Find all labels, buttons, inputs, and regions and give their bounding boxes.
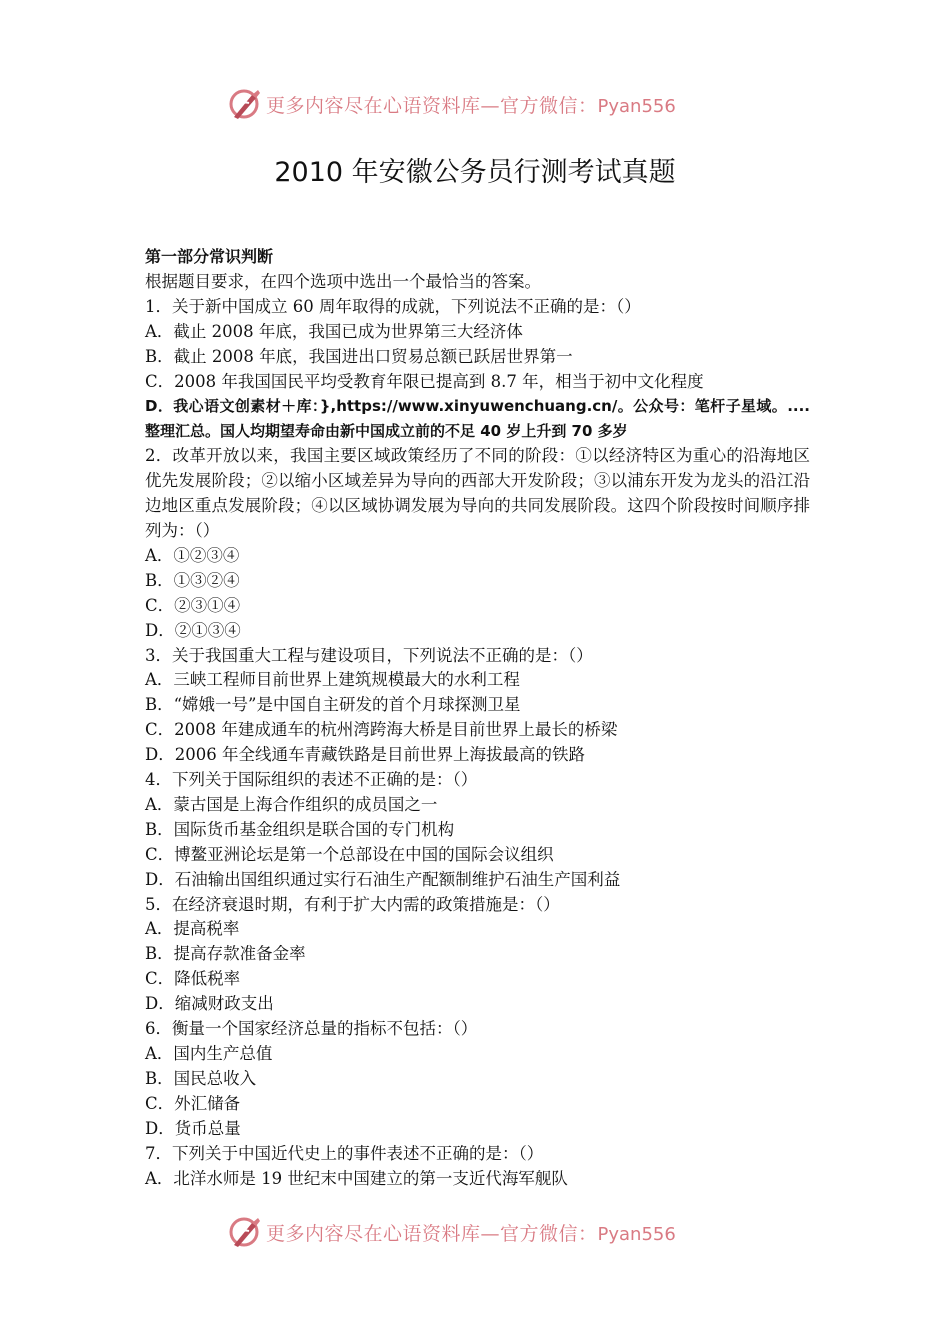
- footer-banner: [228, 1212, 728, 1252]
- question-3-option-a: A．三峡工程师目前世界上建筑规模最大的水利工程: [145, 670, 520, 690]
- pen-logo-icon: [228, 1215, 262, 1249]
- question-2-stem: 2．改革开放以来，我国主要区域政策经历了不同的阶段：①以经济特区为重心的沿海地区优先发展阶段；②以缩小区域差异为导向的西部大开发阶段；③以浦东开发为龙头的沿江沿边地区重点发展阶段；④以区域协调发展为导向的共同发展阶段。这四个阶段按时间顺序排列为：（）: [145, 446, 810, 540]
- question-5-option-b: B．提高存款准备金率: [145, 944, 306, 964]
- question-1-option-b: B．截止 2008 年底，我国进出口贸易总额已跃居世界第一: [145, 346, 573, 366]
- question-6-option-a: A．国内生产总值: [145, 1044, 273, 1063]
- question-3-stem: 3．关于我国重大工程与建设项目，下列说法不正确的是：（）: [145, 645, 593, 665]
- question-2-option-d: D．②①③④: [145, 620, 241, 640]
- question-4-option-d: D．石油输出国组织通过实行石油生产配额制维护石油生产国利益: [145, 869, 621, 889]
- question-6-option-c: C．外汇储备: [145, 1093, 241, 1113]
- question-1-stem: 1．关于新中国成立 60 周年取得的成就，下列说法不正确的是：（）: [145, 296, 641, 316]
- question-3-option-b: B．“嫦娥一号”是中国自主研发的首个月球探测卫星: [145, 695, 521, 715]
- question-2-option-a: A．①②③④: [145, 545, 240, 565]
- question-5-option-d: D．缩减财政支出: [145, 994, 274, 1014]
- section-heading: 第一部分常识判断: [145, 247, 274, 266]
- instruction-text: 根据题目要求，在四个选项中选出一个最恰当的答案。: [145, 271, 541, 291]
- pen-logo-icon: [228, 87, 262, 121]
- page-title: 2010 年安徽公务员行测考试真题: [274, 157, 676, 188]
- question-6-stem: 6．衡量一个国家经济总量的指标不包括：（）: [145, 1019, 478, 1039]
- question-7-stem: 7．下列关于中国近代史上的事件表述不正确的是：（）: [145, 1143, 544, 1163]
- question-3-option-c: C．2008 年建成通车的杭州湾跨海大桥是目前世界上最长的桥梁: [145, 720, 618, 740]
- question-1-option-c: C．2008 年我国国民平均受教育年限已提高到 8.7 年，相当于初中文化程度: [145, 371, 704, 391]
- question-6-option-d: D．货币总量: [145, 1118, 241, 1138]
- question-1-option-a: A．截止 2008 年底，我国已成为世界第三大经济体: [145, 321, 523, 341]
- question-5-option-c: C．降低税率: [145, 969, 241, 989]
- question-4-stem: 4．下列关于国际组织的表述不正确的是：（）: [145, 770, 478, 790]
- question-7-option-a: A．北洋水师是 19 世纪末中国建立的第一支近代海军舰队: [145, 1168, 568, 1188]
- question-6-option-b: B．国民总收入: [145, 1068, 257, 1088]
- question-1-option-d: D．我心语文创素材＋库：},https://www.xinyuwenchuang.cn/。公众号：笔杆子星域。....整理汇总。国人均期望寿命由新中国成立前的不足 40 岁上升到 70 多岁: [145, 397, 810, 441]
- question-5-stem: 5．在经济衰退时期，有利于扩大内需的政策措施是：（）: [145, 894, 560, 914]
- question-2-option-b: B．①③②④: [145, 570, 240, 590]
- question-4-option-a: A．蒙古国是上海合作组织的成员国之一: [145, 794, 438, 814]
- question-3-option-d: D．2006 年全线通车青藏铁路是目前世界上海拔最高的铁路: [145, 745, 585, 765]
- banner-text: 更多内容尽在心语资料库—官方微信：Pyan556: [266, 94, 676, 117]
- question-4-option-c: C．博鳌亚洲论坛是第一个总部设在中国的国际会议组织: [145, 844, 554, 864]
- question-5-option-a: A．提高税率: [145, 919, 240, 939]
- header-banner: [228, 84, 728, 124]
- banner-text: 更多内容尽在心语资料库—官方微信：Pyan556: [266, 1222, 676, 1245]
- question-4-option-b: B．国际货币基金组织是联合国的专门机构: [145, 819, 455, 839]
- document-body: [145, 245, 810, 1191]
- question-2-option-c: C．②③①④: [145, 595, 241, 615]
